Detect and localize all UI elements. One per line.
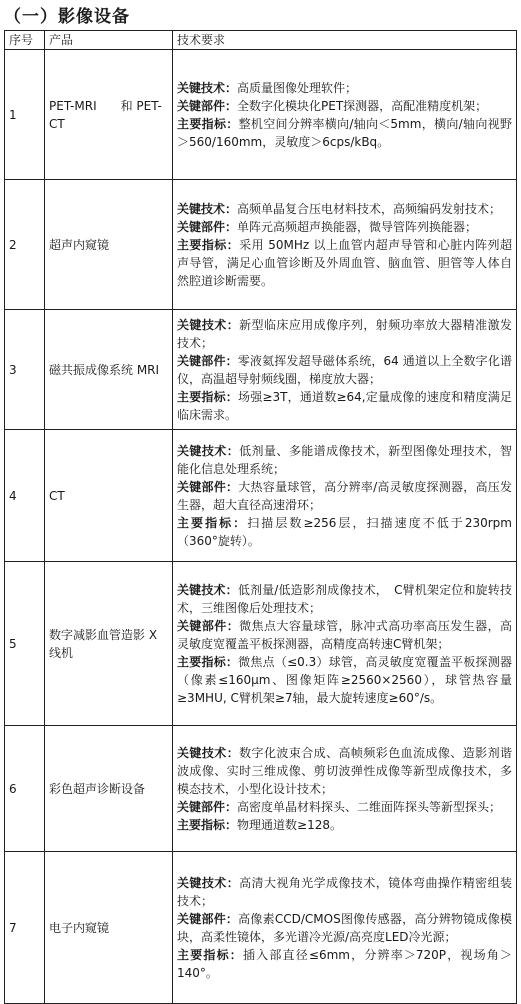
table-row bbox=[5, 852, 517, 1004]
requirement-line bbox=[177, 581, 512, 617]
requirement-text: 采用 50MHz 以上血管内超声导管和心脏内阵列超声导管，满足心血管诊断及外周血管、脑血管、胆管等人体自然腔道诊断需要。 bbox=[177, 237, 512, 288]
row-requirements bbox=[173, 310, 517, 430]
section-title: （一）影像设备 bbox=[4, 7, 130, 27]
requirement-line bbox=[177, 200, 512, 218]
requirement-label: 关键部件： bbox=[177, 479, 239, 494]
row-product: 彩色超声诊断设备 bbox=[45, 726, 173, 852]
requirement-line bbox=[177, 79, 512, 97]
requirement-text: 高频单晶复合压电材料技术，高频编码发射技术； bbox=[237, 201, 502, 216]
row-seq: 6 bbox=[5, 726, 45, 852]
requirement-line bbox=[177, 798, 512, 816]
requirement-label: 关键技术： bbox=[177, 80, 238, 95]
requirement-text: 插入部直径≤6mm，分辨率＞720P，视场角＞140°。 bbox=[177, 947, 512, 980]
row-product: CT bbox=[45, 430, 173, 562]
requirement-line bbox=[177, 352, 512, 388]
requirement-line bbox=[177, 316, 512, 352]
row-product: 超声内窥镜 bbox=[45, 180, 173, 310]
table-row bbox=[5, 726, 517, 852]
requirement-line bbox=[177, 653, 512, 707]
requirement-text: 物理通道数≥128。 bbox=[237, 817, 342, 832]
requirement-label: 关键技术： bbox=[177, 582, 238, 597]
requirement-line bbox=[177, 816, 512, 834]
requirement-text: 高质量图像处理软件； bbox=[237, 80, 358, 95]
row-requirements bbox=[173, 852, 517, 1004]
row-requirements bbox=[173, 562, 517, 726]
requirement-line bbox=[177, 910, 512, 946]
row-seq: 1 bbox=[5, 50, 45, 180]
row-requirements bbox=[173, 430, 517, 562]
requirement-line bbox=[177, 617, 512, 653]
table-row bbox=[5, 50, 517, 180]
requirement-text: 整机空间分辨率横向/轴向＜5mm，横向/轴向视野＞560/160mm，灵敏度＞6cps/kBq。 bbox=[177, 116, 512, 149]
row-product: 磁共振成像系统 MRI bbox=[45, 310, 173, 430]
header-seq: 序号 bbox=[5, 31, 45, 50]
requirement-label: 主要指标： bbox=[177, 515, 248, 530]
requirement-label: 关键技术： bbox=[177, 745, 240, 760]
requirement-label: 关键部件： bbox=[177, 353, 238, 368]
table-row bbox=[5, 180, 517, 310]
requirement-line bbox=[177, 744, 512, 798]
requirement-text: 新型临床应用成像序列，射频功率放大器精准激发技术； bbox=[177, 317, 512, 350]
requirement-label: 关键技术： bbox=[177, 875, 240, 890]
row-seq: 4 bbox=[5, 430, 45, 562]
requirement-text: 低剂量/低造影剂成像技术， C臂机架定位和旋转技术，三维图像后处理技术； bbox=[177, 582, 512, 615]
requirement-text: 高像素CCD/CMOS图像传感器，高分辨物镜成像模块，高柔性镜体，多光谱冷光源/高亮度LED冷光源； bbox=[177, 911, 512, 944]
requirement-text: 全数字化模块化PET探测器，高配准精度机架； bbox=[237, 98, 488, 113]
requirement-text: 高清大视角光学成像技术，镜体弯曲操作精密组装技术； bbox=[177, 875, 512, 908]
requirement-label: 主要指标： bbox=[177, 389, 239, 404]
row-seq: 2 bbox=[5, 180, 45, 310]
requirement-label: 主要指标： bbox=[177, 654, 239, 669]
row-seq: 7 bbox=[5, 852, 45, 1004]
requirement-text: 单阵元高频超声换能器，微导管阵列换能器； bbox=[237, 219, 478, 234]
spec-table bbox=[4, 30, 517, 1004]
requirement-text: 大热容量球管，高分辨率/高灵敏度探测器，高压发生器，超大直径高速滑环； bbox=[177, 479, 512, 512]
requirement-label: 主要指标： bbox=[177, 817, 238, 832]
requirement-label: 关键技术： bbox=[177, 201, 238, 216]
requirement-label: 关键部件： bbox=[177, 219, 238, 234]
row-product: 数字减影血管造影 X 线机 bbox=[45, 562, 173, 726]
requirement-label: 关键部件： bbox=[177, 799, 238, 814]
requirement-line bbox=[177, 388, 512, 424]
requirement-line bbox=[177, 236, 512, 290]
requirement-label: 主要指标： bbox=[177, 237, 240, 252]
requirement-text: 微焦点大容量球管，脉冲式高功率高压发生器，高灵敏度宽覆盖平板探测器，高精度高转速C臂机架； bbox=[177, 618, 512, 651]
requirement-label: 关键部件： bbox=[177, 98, 238, 113]
requirement-line bbox=[177, 115, 512, 151]
row-requirements bbox=[173, 50, 517, 180]
table-header-row bbox=[5, 31, 517, 50]
requirement-text: 高密度单晶材料探头、二维面阵探头等新型探头； bbox=[237, 799, 502, 814]
requirement-label: 关键技术： bbox=[177, 317, 240, 332]
requirement-line bbox=[177, 478, 512, 514]
table-row bbox=[5, 562, 517, 726]
requirement-line bbox=[177, 514, 512, 550]
requirement-text: 场强≥3T，通道数≥64,定量成像的速度和精度满足临床需求。 bbox=[177, 389, 512, 422]
requirement-text: 低剂量、多能谱成像技术，新型图像处理技术，智能化信息处理系统； bbox=[177, 443, 512, 476]
requirement-line bbox=[177, 946, 512, 982]
row-seq: 3 bbox=[5, 310, 45, 430]
requirement-label: 主要指标： bbox=[177, 116, 239, 131]
requirement-line bbox=[177, 218, 512, 236]
row-seq: 5 bbox=[5, 562, 45, 726]
row-requirements bbox=[173, 180, 517, 310]
requirement-text: 微焦点（≤0.3）球管，高灵敏度宽覆盖平板探测器（像素≤160μm、图像矩阵≥2560×2560），球管热容量≥3MHU, C臂机架≥7轴，最大旋转速度≥60°/s。 bbox=[177, 654, 512, 705]
requirement-text: 扫描层数≥256层，扫描速度不低于230rpm（360°旋转）。 bbox=[177, 515, 512, 548]
header-product: 产品 bbox=[45, 31, 173, 50]
requirement-label: 关键部件： bbox=[177, 911, 239, 926]
row-product: 电子内窥镜 bbox=[45, 852, 173, 1004]
row-product: PET-MRI 和 PET-CT bbox=[45, 50, 173, 180]
table-row bbox=[5, 310, 517, 430]
requirement-text: 数字化波束合成、高帧频彩色血流成像、造影剂谐波成像、实时三维成像、剪切波弹性成像等新型成像技术，多模态技术，小型化设计技术； bbox=[177, 745, 512, 796]
requirement-line bbox=[177, 874, 512, 910]
requirement-text: 零液氦挥发超导磁体系统，64 通道以上全数字化谱仪，高温超导射频线圈，梯度放大器； bbox=[177, 353, 512, 386]
requirement-label: 关键部件： bbox=[177, 618, 240, 633]
requirement-label: 主要指标： bbox=[177, 947, 243, 962]
requirement-line bbox=[177, 97, 512, 115]
row-requirements bbox=[173, 726, 517, 852]
requirement-label: 关键技术： bbox=[177, 443, 240, 458]
table-row bbox=[5, 430, 517, 562]
requirement-line bbox=[177, 442, 512, 478]
header-requirements: 技术要求 bbox=[173, 31, 517, 50]
